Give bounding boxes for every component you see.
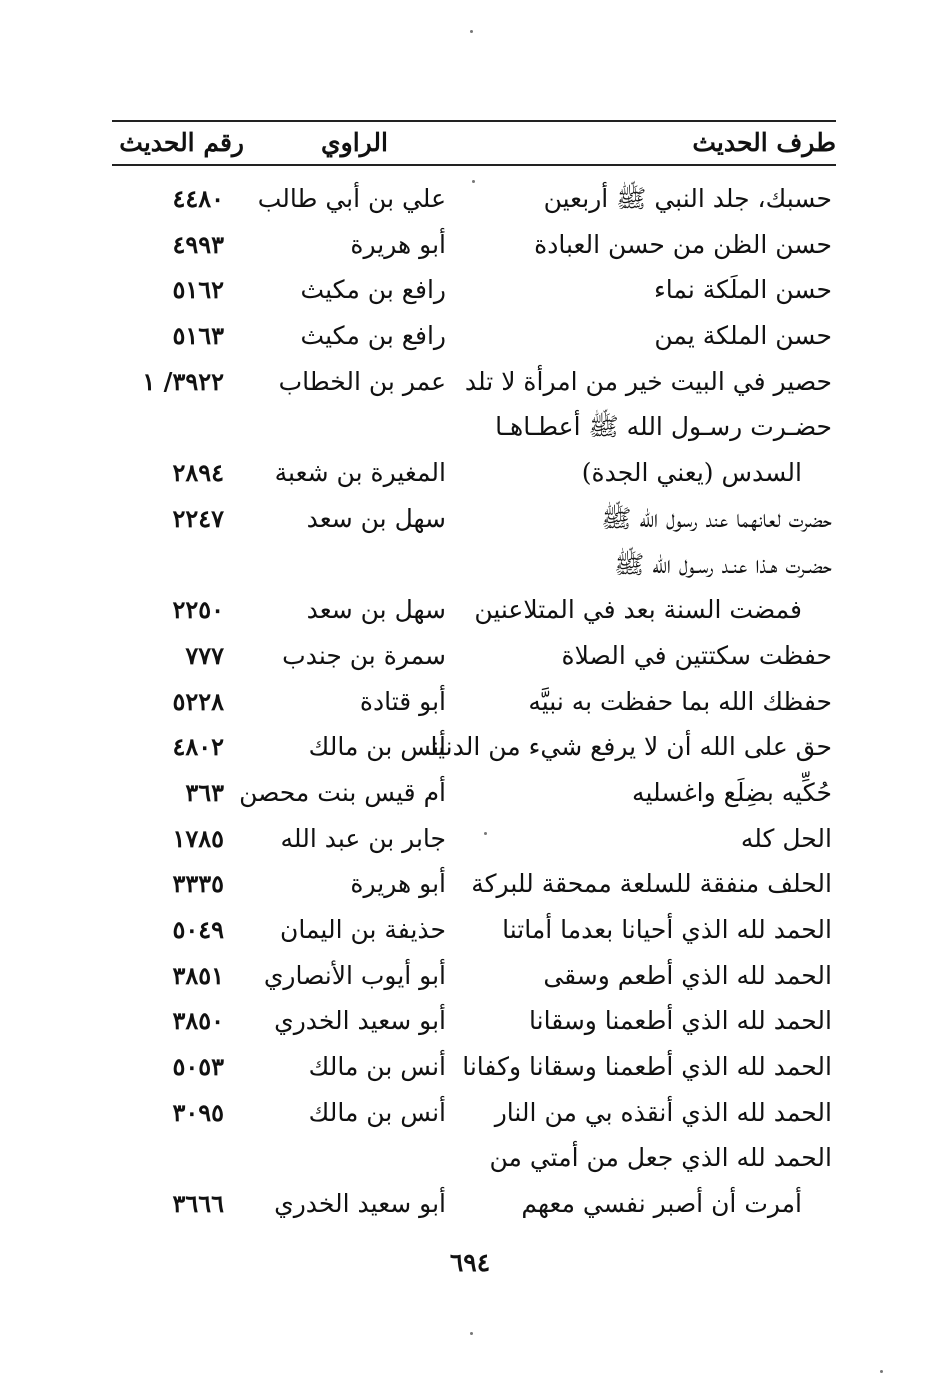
narrator-name: أبو هريرة xyxy=(350,229,446,259)
table-row xyxy=(112,176,836,222)
narrator-name: سهل بن سعد xyxy=(306,503,446,533)
scan-speck xyxy=(880,1370,883,1373)
hadith-number: ٤٨٠٢ xyxy=(172,732,224,762)
hadith-text: حق على الله أن لا يرفع شيء من الدنيا xyxy=(430,732,832,762)
table-row xyxy=(112,1135,836,1181)
narrator-name: أبو أيوب الأنصاري xyxy=(263,960,446,990)
hadith-text: حصير في البيت خير من امرأة لا تلد xyxy=(464,366,832,396)
table-row xyxy=(112,633,836,679)
hadith-number: ٤٤٨٠ xyxy=(172,184,224,213)
table-row xyxy=(112,404,836,450)
hadith-text: حسن الظن من حسن العبادة xyxy=(534,229,832,259)
hadith-text: حضـرت هـذا عنـد رسـول الله ﷺ xyxy=(614,549,832,579)
hadith-text: حضـرت رسـول الله ﷺ أعطـاهـا xyxy=(495,412,832,442)
table-row xyxy=(112,953,836,999)
hadith-number: ١٧٨٥ xyxy=(172,823,224,853)
hadith-text: حسبك، جلد النبي ﷺ أربعين xyxy=(543,184,832,213)
table-row xyxy=(112,998,836,1044)
hadith-number: ٧٧٧ xyxy=(185,640,224,670)
header-number-column: رقم الحديث xyxy=(119,128,244,157)
hadith-text: حضرت لعانهما عند رسول الله ﷺ xyxy=(601,503,832,533)
table-row xyxy=(112,359,836,405)
header-narrator-column: الراوي xyxy=(321,128,388,157)
table-header xyxy=(112,120,836,166)
hadith-text: الحمد لله الذي أنقذه بي من النار xyxy=(494,1097,832,1127)
hadith-text: الحل كله xyxy=(740,823,832,853)
narrator-name: جابر بن عبد الله xyxy=(280,823,446,853)
narrator-name: أنس بن مالك xyxy=(308,732,446,762)
narrator-name: أنس بن مالك xyxy=(308,1052,446,1082)
hadith-number: ٣٣٣٥ xyxy=(172,869,224,899)
hadith-number: ٥٠٥٣ xyxy=(172,1052,224,1082)
hadith-text: السدس (يعني الجدة) xyxy=(581,458,802,488)
hadith-number: ٤٩٩٣ xyxy=(172,229,224,259)
table-row xyxy=(112,1090,836,1136)
table-row xyxy=(112,1044,836,1090)
table-row xyxy=(112,907,836,953)
table-row xyxy=(112,724,836,770)
hadith-text: حسن الملكة يمن xyxy=(654,321,832,351)
hadith-number: ٢٢٥٠ xyxy=(172,595,224,625)
table-row xyxy=(112,496,836,542)
hadith-number: ٢٢٤٧ xyxy=(172,503,224,533)
table-row xyxy=(112,861,836,907)
narrator-name: رافع بن مكيث xyxy=(300,275,446,305)
hadith-text: حفظت سكتتين في الصلاة xyxy=(561,640,832,670)
hadith-text: الحمد لله الذي أحيانا بعدما أماتنا xyxy=(502,915,832,944)
hadith-number: ٣٨٥٠ xyxy=(172,1006,224,1036)
narrator-name: سهل بن سعد xyxy=(306,595,446,625)
scan-speck xyxy=(470,30,473,33)
header-hadith-column: طرف الحديث xyxy=(692,128,836,157)
hadith-number: ٥٢٢٨ xyxy=(172,686,224,716)
table-row xyxy=(112,587,836,633)
table-row xyxy=(112,816,836,862)
scan-speck xyxy=(470,1332,473,1335)
hadith-number: ٥١٦٢ xyxy=(172,275,224,305)
table-row xyxy=(112,313,836,359)
narrator-name: أبو سعيد الخدري xyxy=(274,1006,446,1036)
hadith-text: فمضت السنة بعد في المتلاعنين xyxy=(474,595,802,625)
narrator-name: المغيرة بن شعبة xyxy=(274,458,446,488)
hadith-number: ٣٦٣ xyxy=(185,777,224,807)
narrator-name: أبو سعيد الخدري xyxy=(274,1189,446,1219)
table-row xyxy=(112,1181,836,1227)
hadith-text: الحمد لله الذي أطعمنا وسقانا xyxy=(529,1006,832,1036)
table-row xyxy=(112,450,836,496)
hadith-text: الحمد لله الذي أطعمنا وسقانا وكفانا xyxy=(462,1052,832,1082)
hadith-number: ٣٦٦٦ xyxy=(172,1189,224,1219)
narrator-name: أبو قتادة xyxy=(359,686,446,716)
table-row xyxy=(112,542,836,588)
page-number: ٦٩٤ xyxy=(449,1248,491,1277)
hadith-text: الحلف منفقة للسلعة ممحقة للبركة xyxy=(471,869,832,899)
narrator-name: علي بن أبي طالب xyxy=(257,184,446,213)
hadith-text: حفظك الله بما حفظت به نبيَّه xyxy=(528,686,832,716)
hadith-number: ٣٨٥١ xyxy=(172,960,224,990)
narrator-name: حذيفة بن اليمان xyxy=(279,915,446,944)
hadith-number: ٣٠٩٥ xyxy=(172,1097,224,1127)
narrator-name: أم قيس بنت محصن xyxy=(239,777,446,807)
hadith-number: ٢٨٩٤ xyxy=(172,458,224,488)
hadith-text: الحمد لله الذي جعل من أمتي من xyxy=(489,1143,832,1173)
hadith-text: أمرت أن أصبر نفسي معهم xyxy=(521,1189,802,1219)
hadith-number: ٥١٦٣ xyxy=(172,321,224,351)
narrator-name: رافع بن مكيث xyxy=(300,321,446,351)
hadith-number: ٣٩٢٢/ ١ xyxy=(142,366,224,396)
narrator-name: أبو هريرة xyxy=(350,869,446,899)
narrator-name: عمر بن الخطاب xyxy=(278,366,446,396)
narrator-name: سمرة بن جندب xyxy=(282,640,446,670)
hadith-text: حُكِّيه بضِلَع واغسليه xyxy=(632,777,832,807)
narrator-name: أنس بن مالك xyxy=(308,1097,446,1127)
hadith-index-list xyxy=(112,176,836,1227)
hadith-number: ٥٠٤٩ xyxy=(172,915,224,944)
hadith-text: الحمد لله الذي أطعم وسقى xyxy=(543,960,832,990)
table-row xyxy=(112,222,836,268)
table-row xyxy=(112,267,836,313)
hadith-text: حسن الملَكة نماء xyxy=(654,275,832,305)
table-row xyxy=(112,679,836,725)
table-row xyxy=(112,770,836,816)
